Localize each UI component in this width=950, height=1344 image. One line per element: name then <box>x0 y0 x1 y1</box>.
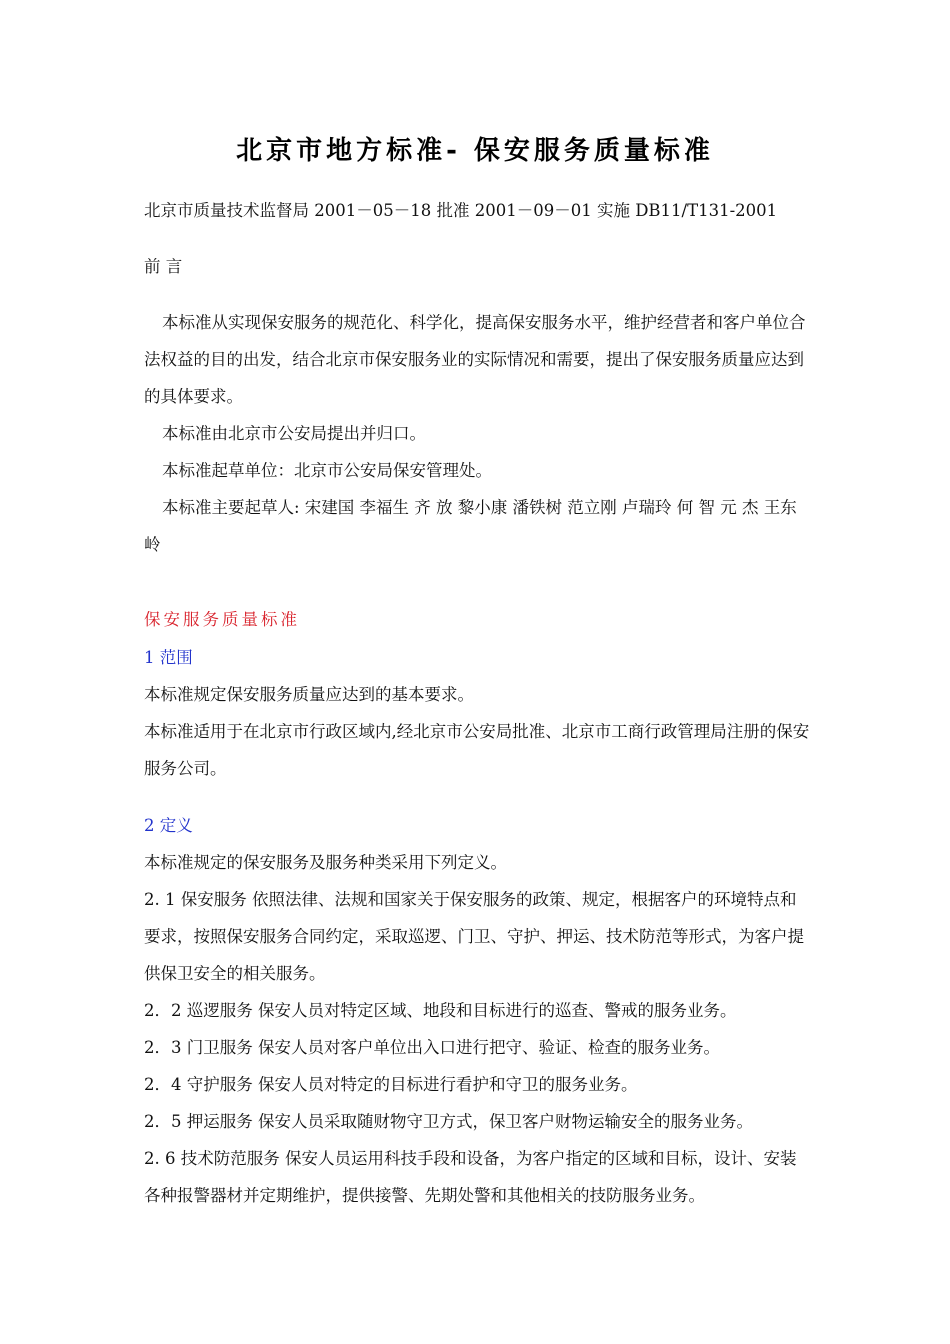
definition-item: 2．2 巡逻服务 保安人员对特定区域、地段和目标进行的巡查、警戒的服务业务。 <box>144 1001 737 1020</box>
section-2-heading: 2 定义 <box>144 816 193 835</box>
foreword-paragraph: 本标准由北京市公安局提出并归口。 <box>162 424 426 443</box>
foreword-paragraph: 本标准主要起草人: 宋建国 李福生 齐 放 黎小康 潘铁树 范立刚 卢瑞玲 何 智 元 杰 王东岭 <box>144 498 797 554</box>
foreword-paragraph: 本标准从实现保安服务的规范化、科学化，提高保安服务水平，维护经营者和客户单位合法权益的目的出发，结合北京市保安服务业的实际情况和需要，提出了保安服务质量应达到的具体要求。 <box>144 313 806 406</box>
section-1-heading: 1 范围 <box>144 648 193 667</box>
definition-item: 2．5 押运服务 保安人员采取随财物守卫方式，保卫客户财物运输安全的服务业务。 <box>144 1112 753 1131</box>
section-2-intro: 本标准规定的保安服务及服务种类采用下列定义。 <box>144 853 507 872</box>
foreword-paragraph: 本标准起草单位：北京市公安局保安管理处。 <box>162 461 492 480</box>
definition-item: 2．4 守护服务 保安人员对特定的目标进行看护和守卫的服务业务。 <box>144 1075 638 1094</box>
definition-item: 2. 6 技术防范服务 保安人员运用科技手段和设备，为客户指定的区域和目标，设计、安装各种报警器材并定期维护，提供接警、先期处警和其他相关的技防服务业务。 <box>144 1149 797 1205</box>
definition-item: 2．3 门卫服务 保安人员对客户单位出入口进行把守、验证、检查的服务业务。 <box>144 1038 720 1057</box>
standard-heading: 保安服务质量标准 <box>144 610 300 629</box>
definition-item: 2. 1 保安服务 依照法律、法规和国家关于保安服务的政策、规定，根据客户的环境特点和要求，按照保安服务合同约定，采取巡逻、门卫、守护、押运、技术防范等形式，为客户提供保卫安全的相关服务。 <box>144 890 804 983</box>
foreword-heading: 前 言 <box>144 257 183 276</box>
document-title: 北京市地方标准- 保安服务质量标准 <box>236 136 714 166</box>
section-1-paragraph: 本标准适用于在北京市行政区域内,经北京市公安局批准、北京市工商行政管理局注册的保安服务公司。 <box>144 722 810 778</box>
approval-meta-line: 北京市质量技术监督局 2001－05－18 批准 2001－09－01 实施 DB11/T131-2001 <box>144 201 778 220</box>
section-1-paragraph: 本标准规定保安服务质量应达到的基本要求。 <box>144 685 474 704</box>
